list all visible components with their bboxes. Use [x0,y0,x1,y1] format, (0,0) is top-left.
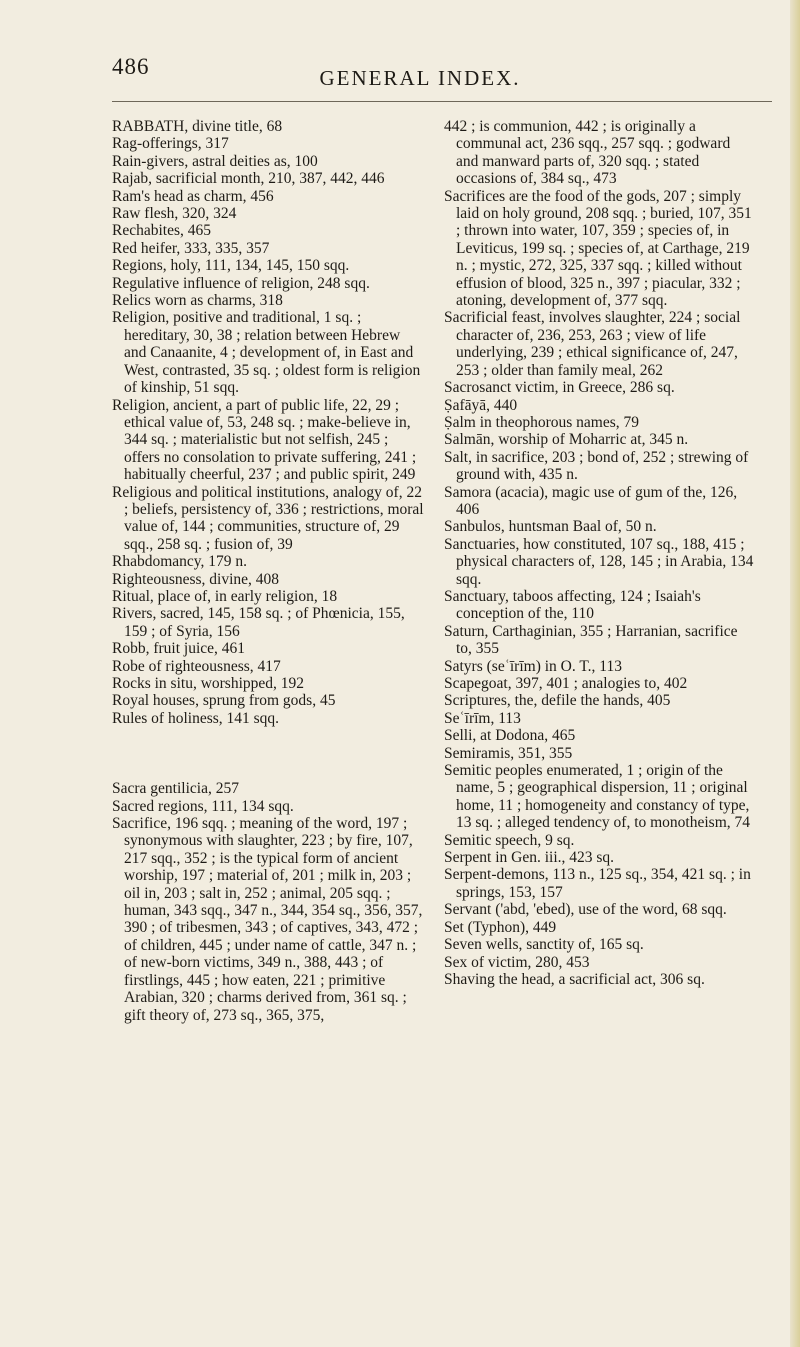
index-entry: Sacra gentilicia, 257 [112,780,239,798]
index-entry: Raw flesh, 320, 324 [112,205,237,223]
index-entry: Sacrifice, 196 sqq. ; meaning of the word, 197 ; synonymous with slaughter, 223 ; by fire, 107, 217 sqq., 352 ; is the typical form of ancient worship, 197 ; material of, 201 ; milk in, 203 ; oil in, 203 ; salt in, 252 ; animal, 205 sqq. ; human, 343 sqq., 347 n., 344, 354 sq., 356, 357, 390 ; of tribesmen, 343 ; of captives, 343, 472 ; of children, 445 ; under name of cattle, 347 n. ; of new-born victims, 349 n., 388, 443 ; of firstlings, 445 ; how eaten, 221 ; primitive Arabian, 320 ; charms derived from, 361 sq. ; gift theory of, 273 sq., 365, 375, [112,815,423,1024]
index-entry: Righteousness, divine, 408 [112,570,280,588]
index-entry: Samora (acacia), magic use of gum of the, 126, 406 [444,483,738,518]
index-entry: Regulative influence of religion, 248 sqq. [112,274,370,292]
index-entry: Ṣalm in theophorous names, 79 [444,413,640,431]
index-entry: Sacrificial feast, involves slaughter, 224 ; social character of, 236, 253, 263 ; view of life underlying, 239 ; ethical significance of, 247, 253 ; older than family meal, 262 [444,309,741,379]
index-entry: Rajab, sacrificial month, 210, 387, 442, 446 [112,170,385,188]
index-entry: Rocks in situ, worshipped, 192 [112,675,305,692]
index-entry: Scapegoat, 397, 401 ; analogies to, 402 [444,675,688,692]
index-entry: Salt, in sacrifice, 203 ; bond of, 252 ; strewing of ground with, 435 n. [444,448,749,484]
index-entry: Semiramis, 351, 355 [444,744,573,762]
index-entry: Servant ('abd, 'ebed), use of the word, 68 sqq. [444,901,727,919]
index-entry: Ritual, place of, in early religion, 18 [112,587,338,605]
index-entry: Saturn, Carthaginian, 355 ; Harranian, sacrifice to, 355 [444,622,738,658]
index-entry: Sex of victim, 280, 453 [444,953,590,971]
index-entry: 442 ; is communion, 442 ; is originally a communal act, 236 sqq., 257 sqq. ; godward and manward parts of, 320 sqq. ; stated occasions of, 384 sq., 473 [444,118,731,188]
index-entry: Sacrosanct victim, in Greece, 286 sq. [444,379,675,397]
index-entry: Seven wells, sanctity of, 165 sq. [444,936,644,954]
section-gap [112,743,424,765]
index-entry: Religion, positive and traditional, 1 sq. ; hereditary, 30, 38 ; relation between Hebrew and Canaanite, 4 ; development of, in East and West, contrasted, 35 sq. ; oldest form is religion of kinship, 51 sqq. [112,309,421,397]
page-header-title: GENERAL INDEX. [319,66,521,90]
index-entry: Regions, holy, 111, 134, 145, 150 sqq. [112,257,350,275]
index-entry: Religion, ancient, a part of public life, 22, 29 ; ethical value of, 53, 248 sq. ; make-believe in, 344 sq. ; materialistic but not selfish, 245 ; offers no consolation to private suffering, 241 ; habitually cheerful, 237 ; and public spirit, 249 [112,396,417,484]
header-rule [112,101,772,102]
index-entry: Rivers, sacred, 145, 158 sq. ; of Phœnicia, 155, 159 ; of Syria, 156 [112,605,405,640]
index-entry: Sacred regions, 111, 134 sqq. [112,797,294,815]
index-entry: Semitic speech, 9 sq. [444,831,575,849]
index-entry: Relics worn as charms, 318 [112,292,283,310]
index-entry: Set (Typhon), 449 [444,918,557,936]
index-entry: RABBATH, divine title, 68 [112,118,283,135]
page-number: 486 [112,54,150,79]
index-entry: Rhabdomancy, 179 n. [112,553,248,571]
index-entry: Seʿīrīm, 113 [444,709,521,727]
index-entry: Sanctuary, taboos affecting, 124 ; Isaiah's conception of the, 110 [444,587,701,623]
index-entry: Semitic peoples enumerated, 1 ; origin of the name, 5 ; geographical dispersion, 11 ; original home, 11 ; homogeneity and constancy of type, 13 sq. ; alleged tendency of, to monotheism, 74 [444,762,751,832]
index-entry: Ṣafāyā, 440 [444,396,518,414]
index-entry: Scriptures, the, defile the hands, 405 [444,692,671,710]
index-entry: Rain-givers, astral deities as, 100 [112,152,318,170]
index-entry: Selli, at Dodona, 465 [444,727,576,745]
index-entry: Sanbulos, huntsman Baal of, 50 n. [444,518,657,536]
index-entry: Ram's head as charm, 456 [112,187,274,205]
index-entry: Robe of righteousness, 417 [112,657,281,675]
right-column [444,118,756,988]
index-entry: Rechabites, 465 [112,222,212,240]
index-entry: Royal houses, sprung from gods, 45 [112,692,336,710]
index-entry: Sanctuaries, how constituted, 107 sq., 188, 415 ; physical characters of, 128, 145 ; in Arabia, 134 sqq. [444,535,754,588]
index-entry: Salmān, worship of Moharric at, 345 n. [444,431,689,449]
index-entry: Satyrs (seʿīrīm) in O. T., 113 [444,657,622,675]
page-edge [790,0,800,1347]
left-column [112,118,424,1024]
index-entry: Red heifer, 333, 335, 357 [112,239,270,257]
index-entry: Serpent-demons, 113 n., 125 sq., 354, 421 sq. ; in springs, 153, 157 [444,866,751,901]
index-entry: Rules of holiness, 141 sqq. [112,709,280,727]
index-entry: Sacrifices are the food of the gods, 207 ; simply laid on holy ground, 208 sqq. ; buried, 107, 351 ; thrown into water, 107, 359 ; species of, in Leviticus, 199 sq. ; species of, at Carthage, 219 n. ; mystic, 272, 325, 337 sqq. ; killed without effusion of blood, 325 n., 397 ; piacular, 332 ; atoning, development of, 377 sqq. [444,187,752,310]
index-entry: Rag-offerings, 317 [112,135,229,153]
index-entry: Robb, fruit juice, 461 [112,640,246,658]
index-entry: Serpent in Gen. iii., 423 sq. [444,849,615,867]
index-entry: Religious and political institutions, analogy of, 22 ; beliefs, persistency of, 336 ; restrictions, moral value of, 144 ; communities, structure of, 29 sqq., 258 sq. ; fusion of, 39 [112,483,424,553]
index-entry: Shaving the head, a sacrificial act, 306 sq. [444,970,705,988]
